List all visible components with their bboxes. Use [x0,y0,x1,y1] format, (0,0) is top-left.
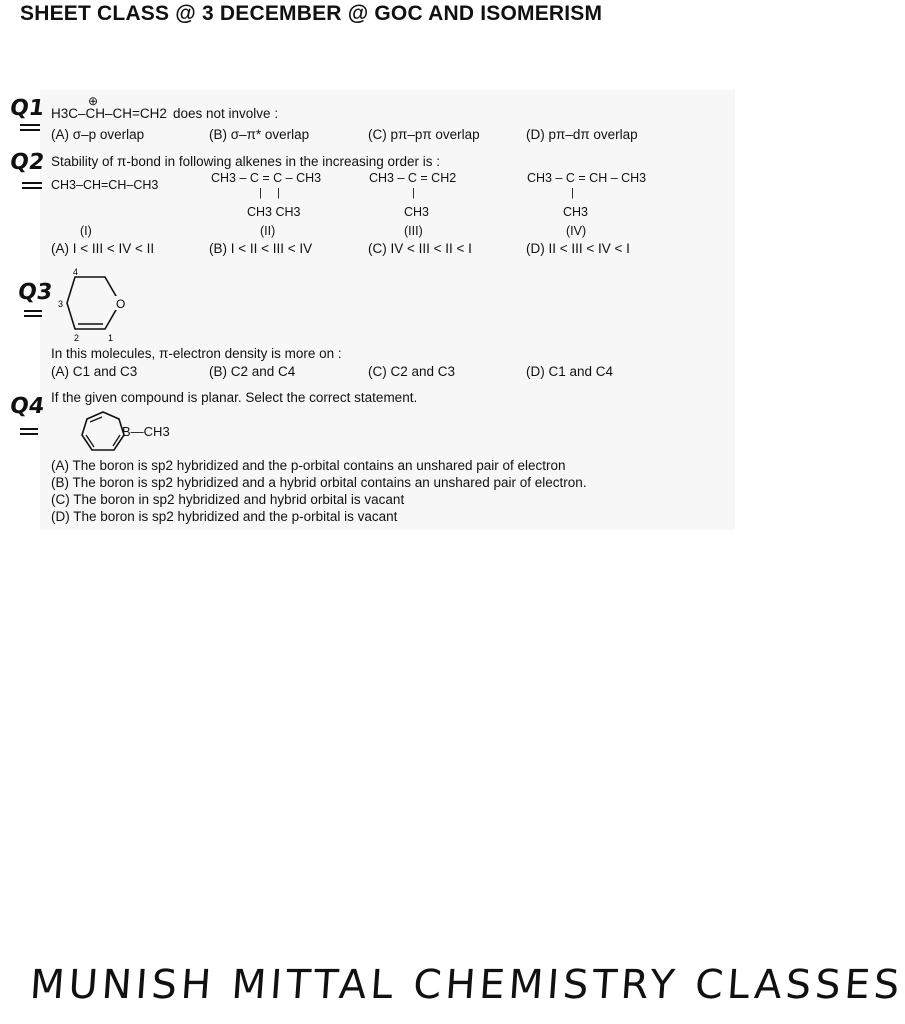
q4-substituent: B—CH3 [122,424,170,439]
q4-option-a: (A) The boron is sp2 hybridized and the p-orbital contains an unshared pair of electron [51,458,566,473]
page-title: SHEET CLASS @ 3 DECEMBER @ GOC AND ISOMERISM [20,2,603,25]
footer-signature: MUNISH MITTAL CHEMISTRY CLASSES [28,962,905,1008]
q2-label-4: (IV) [566,224,587,238]
ring-label-1: 1 [108,333,114,343]
bond-line: | [571,187,574,199]
ring-label-2: 2 [74,333,80,343]
q2-label-1: (I) [80,224,92,238]
q2-molecule-2: CH3 – C = C – CH3 [211,171,322,185]
q2-option-a: (A) I < III < IV < II [51,241,155,256]
ring-label-o: O [116,297,126,311]
q4-stem: If the given compound is planar. Select the correct statement. [51,390,418,405]
q2-molecule-2-branch: CH3 CH3 [247,205,301,219]
q2-molecule-4: CH3 – C = CH – CH3 [527,171,647,185]
q2-option-d: (D) II < III < IV < I [526,241,630,256]
q3-option-c: (C) C2 and C3 [368,364,456,379]
q1-option-d: (D) pπ–dπ overlap [526,127,638,142]
q3-marker: Q3 [16,280,54,305]
q4-option-d: (D) The boron is sp2 hybridized and the p-orbital is vacant [51,509,398,524]
q2-option-b: (B) I < II < III < IV [209,241,313,256]
q1-option-a: (A) σ–p overlap [51,127,145,142]
q1-option-c: (C) pπ–pπ overlap [368,127,480,142]
q3-stem: In this molecules, π-electron density is more on : [51,346,342,361]
q2-label-3: (III) [404,224,423,238]
q2-label-2: (II) [260,224,276,238]
q3-option-a: (A) C1 and C3 [51,364,138,379]
q2-molecule-1: CH3–CH=CH–CH3 [51,178,159,192]
q3-option-b: (B) C2 and C4 [209,364,296,379]
q1-option-b: (B) σ–π* overlap [209,127,310,142]
ring-label-3: 3 [58,299,64,309]
q1-marker: Q1 [8,96,46,121]
q4-option-b: (B) The boron is sp2 hybridized and a hybrid orbital contains an unshared pair of electron. [51,475,587,490]
pyran-ring-structure [52,265,142,345]
q1-stem: does not involve : [173,106,279,121]
borepin-ring-structure [78,408,128,456]
bond-line: | [412,187,415,199]
bond-lines: | | [259,187,280,199]
q3-option-d: (D) C1 and C4 [526,364,614,379]
ring-label-4: 4 [73,267,79,277]
q1-charge: ⊕ [88,94,99,108]
q2-molecule-3-branch: CH3 [404,205,430,219]
q1-formula: H3C–CH–CH=CH2 [51,106,167,121]
q4-marker: Q4 [8,394,46,419]
q2-option-c: (C) IV < III < II < I [368,241,472,256]
q2-molecule-3: CH3 – C = CH2 [369,171,457,185]
q2-molecule-4-branch: CH3 [563,205,589,219]
q2-stem: Stability of π-bond in following alkenes in the increasing order is : [51,154,441,169]
q4-option-c: (C) The boron in sp2 hybridized and hybrid orbital is vacant [51,492,405,507]
q2-marker: Q2 [8,150,46,175]
